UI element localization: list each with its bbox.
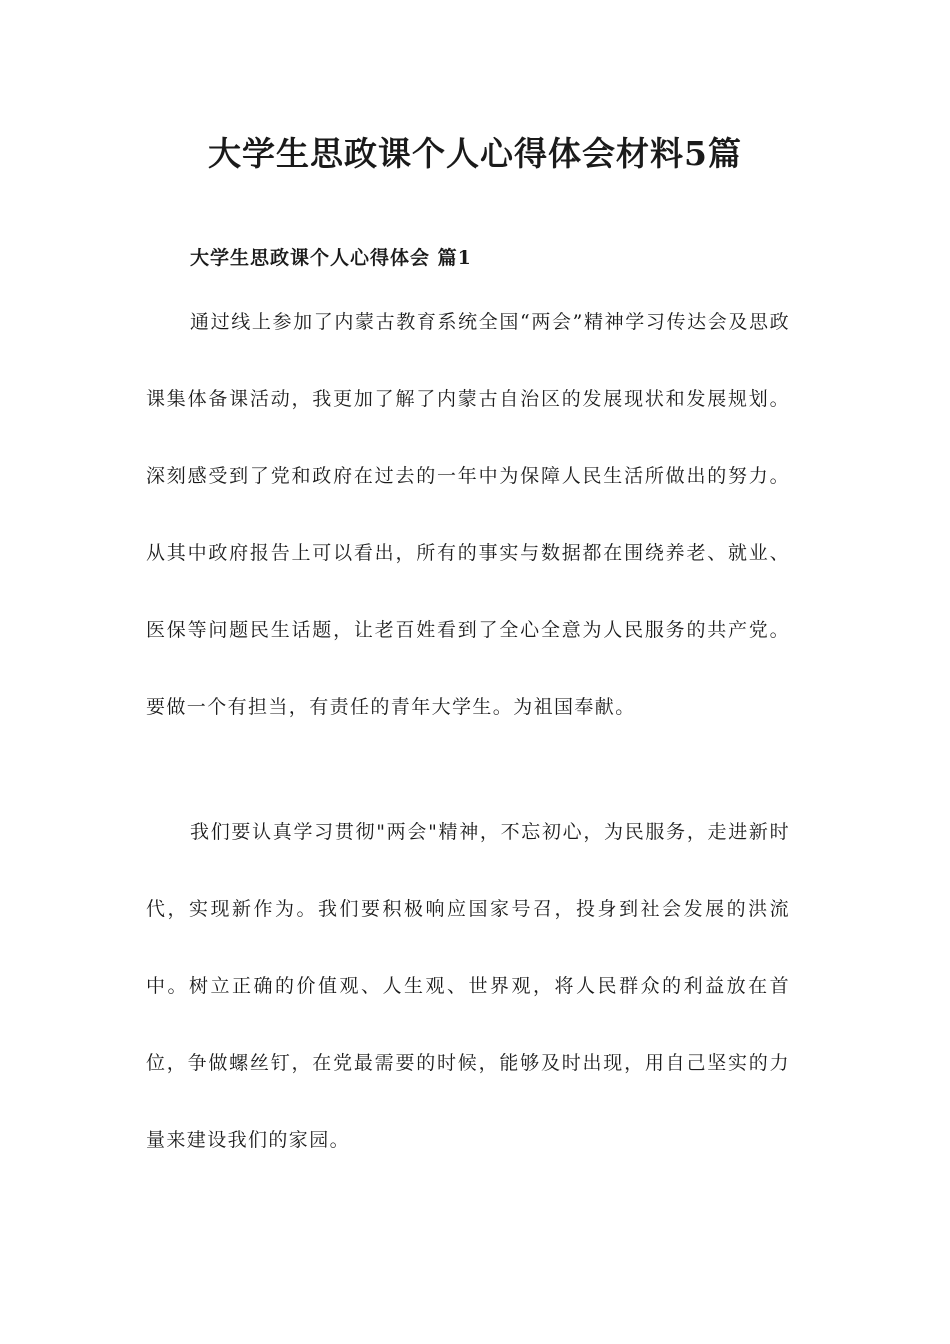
- body-paragraph-1: 通过线上参加了内蒙古教育系统全国“两会”精神学习传达会及思政课集体备课活动，我更加了解了内蒙古自治区的发展现状和发展规划。深刻感受到了党和政府在过去的一年中为保障人民生活所做出的努力。从其中政府报告上可以看出，所有的事实与数据都在围绕养老、就业、医保等问题民生话题，让老百姓看到了全心全意为人民服务的共产党。要做一个有担当，有责任的青年大学生。为祖国奉献。: [146, 311, 790, 718]
- body-paragraph-2: 我们要认真学习贯彻"两会"精神，不忘初心，为民服务，走进新时代，实现新作为。我们要积极响应国家号召，投身到社会发展的洪流中。树立正确的价值观、人生观、世界观，将人民群众的利益放在首位，争做螺丝钉，在党最需要的时候，能够及时出现，用自己坚实的力量来建设我们的家园。: [146, 821, 790, 1151]
- section-heading: 大学生思政课个人心得体会 篇1: [190, 247, 472, 269]
- document-title: 大学生思政课个人心得体会材料5篇: [208, 134, 742, 173]
